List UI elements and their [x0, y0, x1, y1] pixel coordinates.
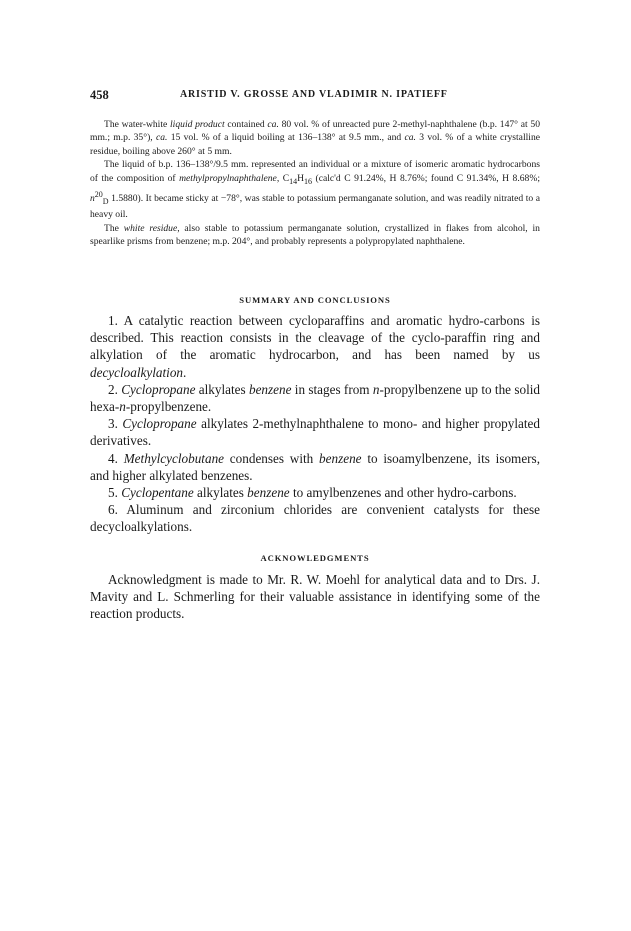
summary-heading: SUMMARY AND CONCLUSIONS — [239, 295, 391, 305]
page-number: 458 — [90, 88, 109, 102]
paragraph-liquid-fraction: The liquid of b.p. 136–138°/9.5 mm. represented an individual or a mixture of isomeric aromatic hydrocarbons of the composition of methylpropylnaphthalene, $C_{14}H_{16}$ (calc'd C 91.24%, H 8.76%; found C 91.34%, H 8.68%; $n^{20}_D$ 1.5880). It became sticky at −78°, was stable to potassium permanganate solution, and was readily nitrated to a heavy oil. — [90, 159, 540, 221]
summary-item-2: 2. Cyclopropane alkylates benzene in stages from n-propylbenzene up to the solid hexa-n-propylbenzene. — [90, 381, 540, 415]
acknowledgments-text: Acknowledgment is made to Mr. R. W. Moehl for analytical data and to Drs. J. Mavity and L. Schmerling for their valuable assistance in identifying some of the reaction products. — [90, 572, 540, 622]
experimental-text — [90, 118, 540, 249]
acknowledgments-heading: ACKNOWLEDGMENTS — [260, 553, 370, 563]
summary-item-6: 6. Aluminum and zirconium chlorides are convenient catalysts for these decycloalkylations. — [90, 502, 540, 535]
summary-item-5: 5. Cyclopentane alkylates benzene to amylbenzenes and other hydro-carbons. — [108, 485, 517, 501]
summary-item-3: 3. Cyclopropane alkylates 2-methylnaphthalene to mono- and higher propylated derivatives. — [90, 416, 540, 449]
paragraph-white-residue: The white residue, also stable to potassium permanganate solution, crystallized in flakes from alcohol, in spearlike prisms from benzene; m.p. 204°, and probably represents a polypropylated naphthalene. — [90, 222, 540, 248]
summary-item-1: 1. A catalytic reaction between cycloparaffins and aromatic hydro-carbons is described. This reaction consists in the cleavage of the cyclo-paraffin ring and alkylation of the aromatic hydrocarbon, and has been named by us decycloalkylation. — [90, 313, 540, 380]
page-header — [90, 88, 540, 102]
running-head: ARISTID V. GROSSE AND VLADIMIR N. IPATIEFF — [180, 89, 448, 100]
paragraph-liquid-product: The water-white liquid product contained ca. 80 vol. % of unreacted pure 2-methyl-naphthalene (b.p. 147° at 50 mm.; m.p. 35°), ca. 15 vol. % of a liquid boiling at 136–138° at 9.5 mm., and ca. 3 vol. % of a white crystalline residue, boiling above 260° at 5 mm. — [90, 119, 540, 157]
summary-item-4: 4. Methylcyclobutane condenses with benzene to isoamylbenzene, its isomers, and higher alkylated benzenes. — [90, 450, 540, 483]
summary-list — [90, 312, 540, 536]
